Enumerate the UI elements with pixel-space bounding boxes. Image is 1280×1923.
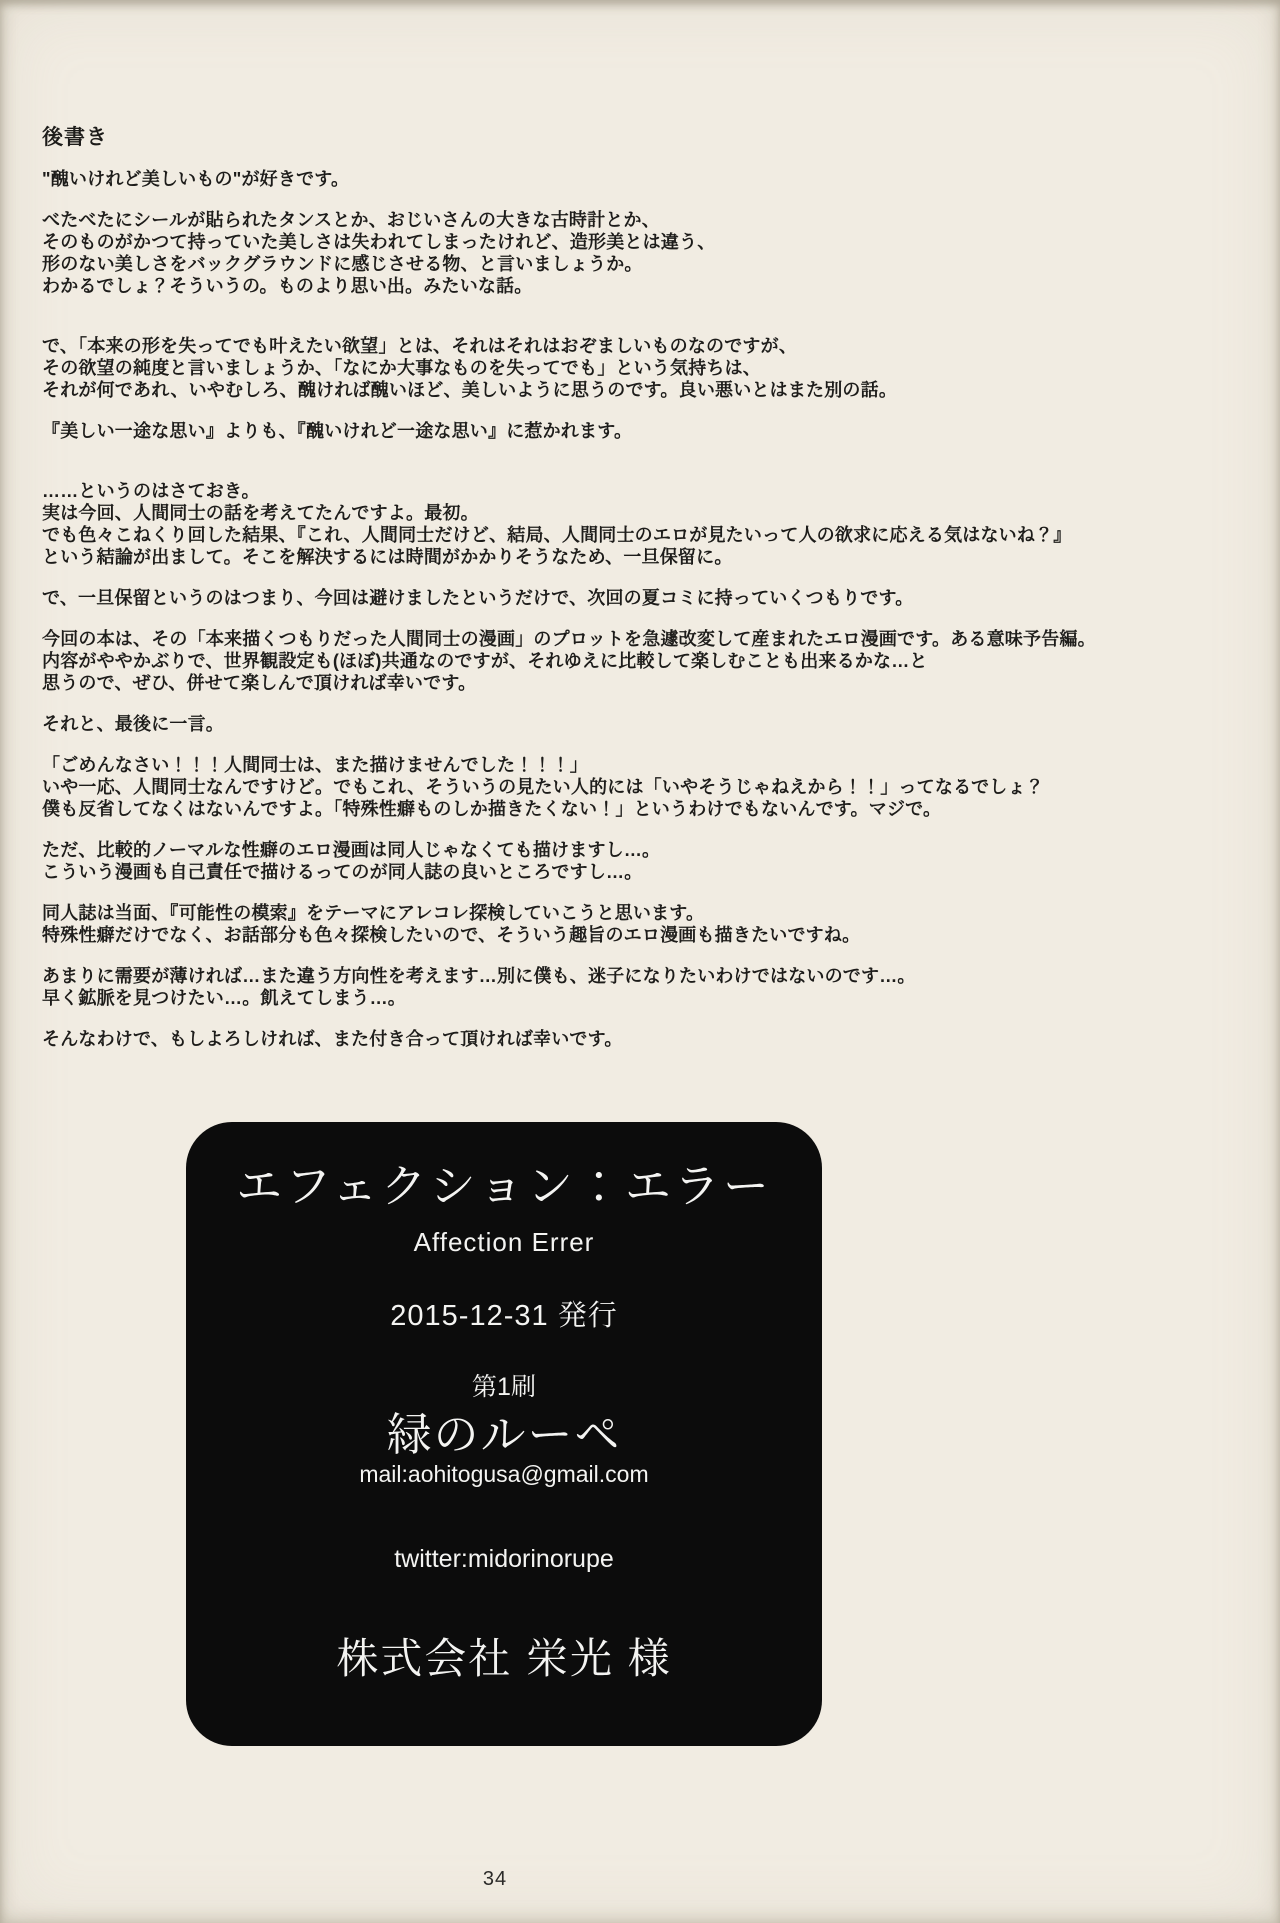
afterword-paragraph (42, 209, 1072, 297)
colophon-twitter: twitter:midorinorupe (394, 1545, 614, 1573)
text-line: で、「本来の形を失ってでも叶えたい欲望」とは、それはそれはおぞましいものなのですが、 (42, 336, 798, 356)
colophon-printer: 株式会社 栄光 様 (336, 1635, 672, 1682)
text-line: 特殊性癖だけでなく、お話部分も色々探検したいので、そういう趣旨のエロ漫画も描きたいですね。 (42, 925, 861, 945)
afterword-paragraph (42, 902, 1072, 946)
text-line: 形のない美しさをバックグラウンドに感じさせる物、と言いましょうか。 (42, 254, 643, 274)
text-line: 思うので、ぜひ、併せて楽しんで頂ければ幸いです。 (42, 673, 477, 693)
afterword-paragraph (42, 168, 1072, 190)
afterword-paragraph (42, 420, 1072, 442)
afterword-heading: 後書き (42, 126, 108, 149)
text-line: わかるでしょ？そういうの。ものより思い出。みたいな話。 (42, 276, 533, 296)
colophon-box (186, 1122, 822, 1746)
afterword-paragraph (42, 1028, 1072, 1050)
afterword-paragraph (42, 480, 1072, 568)
colophon-edition: 第1刷 (472, 1373, 536, 1401)
page-number: 34 (482, 1868, 508, 1890)
text-line: 「ごめんなさい！！！人間同士は、また描けませんでした！！！」 (42, 755, 588, 775)
text-line: いや一応、人間同士なんですけど。でもこれ、そういうの見たい人的には「いやそうじゃねえから！！」ってなるでしょ？ (42, 777, 1044, 797)
text-line: 僕も反省してなくはないんですよ。「特殊性癖ものしか描きたくない！」というわけでもないんです。マジで。 (42, 799, 942, 819)
text-line: 実は今回、人間同士の話を考えてたんですよ。最初。 (42, 503, 479, 523)
text-line: それが何であれ、いやむしろ、醜ければ醜いほど、美しいように思うのです。良い悪いとはまた別の話。 (42, 380, 898, 400)
text-line: それと、最後に一言。 (42, 714, 224, 734)
text-line: そんなわけで、もしよろしければ、また付き合って頂ければ幸いです。 (42, 1029, 623, 1049)
text-line: 今回の本は、その「本来描くつもりだった人間同士の漫画」のプロットを急遽改変して産まれたエロ漫画です。ある意味予告編。 (42, 629, 1096, 649)
afterword-paragraph (42, 628, 1096, 694)
afterword-paragraph (42, 713, 1072, 735)
text-line: という結論が出まして。そこを解決するには時間がかかりそうなため、一旦保留に。 (42, 547, 733, 567)
colophon-publish-date: 2015-12-31 発行 (390, 1300, 618, 1332)
afterword-paragraph (42, 335, 1072, 401)
afterword-paragraph (42, 587, 1072, 609)
afterword-paragraph (42, 839, 1072, 883)
text-line: で、一旦保留というのはつまり、今回は避けましたというだけで、次回の夏コミに持っていくつもりです。 (42, 588, 914, 608)
afterword-section (42, 126, 1096, 1050)
text-line: "醜いけれど美しいもの"が好きです。 (42, 169, 350, 189)
text-line: こういう漫画も自己責任で描けるってのが同人誌の良いところですし…。 (42, 862, 643, 882)
afterword-paragraph (42, 965, 1072, 1009)
text-line: 早く鉱脈を見つけたい…。飢えてしまう…。 (42, 988, 406, 1008)
colophon-email: mail:aohitogusa@gmail.com (359, 1461, 649, 1487)
text-line: 同人誌は当面、『可能性の模索』をテーマにアレコレ探検していこうと思います。 (42, 903, 705, 923)
text-line: でも色々こねくり回した結果、『これ、人間同士だけど、結局、人間同士のエロが見たいって人の欲求に応える気はないね？』 (42, 525, 1072, 545)
text-line: 『美しい一途な思い』よりも、『醜いけれど一途な思い』に惹かれます。 (42, 421, 633, 441)
text-line: その欲望の純度と言いましょうか、「なにか大事なものを失ってでも」という気持ちは、 (42, 358, 761, 378)
text-line: 内容がややかぶりで、世界観設定も(ほぼ)共通なのですが、それゆえに比較して楽しむことも出来るかな…と (42, 651, 928, 671)
colophon-subtitle: Affection Errer (413, 1227, 595, 1257)
colophon-circle-name: 緑のルーペ (386, 1409, 622, 1460)
afterword-paragraph (42, 754, 1072, 820)
text-line: ……というのはさておき。 (42, 481, 260, 501)
afterword-body (42, 168, 1096, 1050)
text-line: ただ、比較的ノーマルな性癖のエロ漫画は同人じゃなくても描けますし…。 (42, 840, 661, 860)
colophon-title: エフェクション：エラー (236, 1160, 772, 1212)
text-line: そのものがかつて持っていた美しさは失われてしまったけれど、造形美とは違う、 (42, 232, 716, 252)
text-line: べたべたにシールが貼られたタンスとか、おじいさんの大きな古時計とか、 (42, 210, 660, 230)
text-line: あまりに需要が薄ければ…また違う方向性を考えます…別に僕も、迷子になりたいわけではないのです…。 (42, 966, 916, 986)
